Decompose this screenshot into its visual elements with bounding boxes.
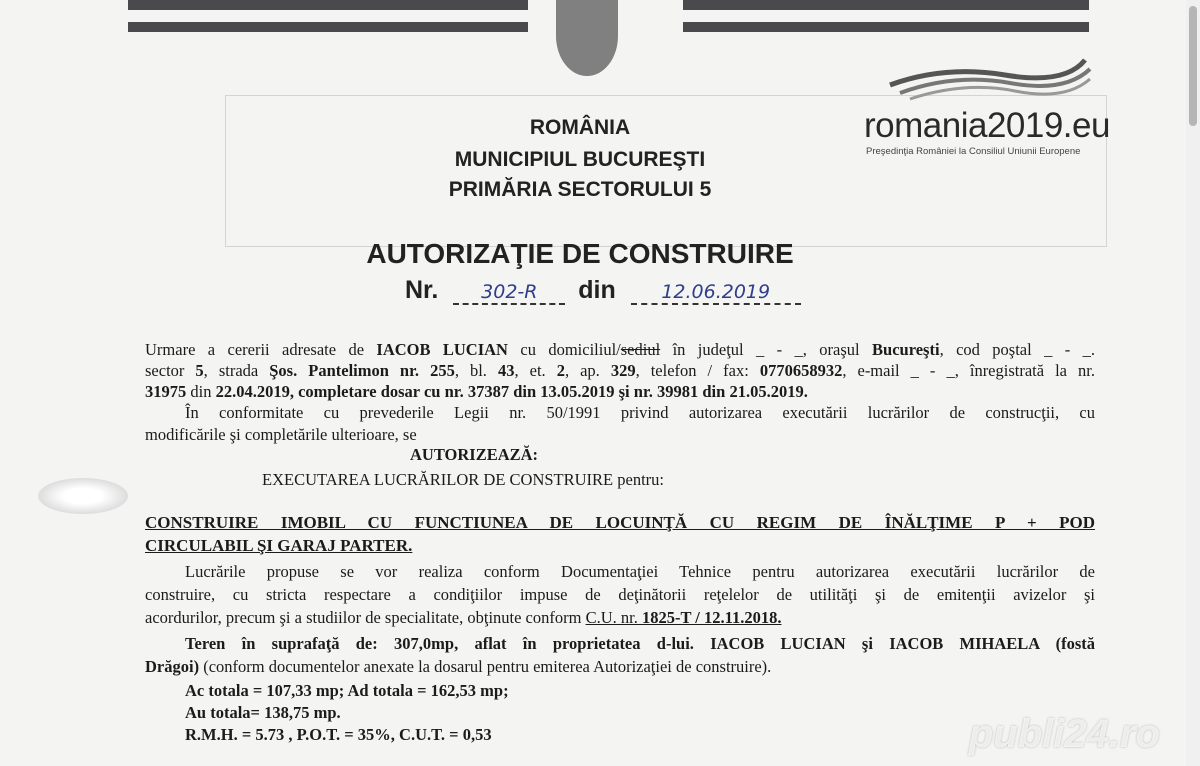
body-line: [145, 425, 417, 444]
text-segment: sediul: [620, 340, 661, 359]
text-segment: În conformitate cu prevederile Legii nr. 50/1991 privind autorizarea executării lucrărilor de construcţii, cu: [185, 403, 1095, 422]
date-label: din: [578, 276, 616, 304]
text-segment: Bucureşti: [872, 340, 940, 359]
body-line: [145, 382, 808, 401]
text-segment: 0770658932: [759, 361, 843, 380]
body-line: [145, 608, 781, 627]
text-segment: , strada: [203, 361, 270, 380]
text-segment: 22.04.2019, completare dosar cu nr. 37387 din 13.05.2019 şi nr. 39981 din 21.05.2019.: [215, 382, 808, 401]
body-line: [185, 703, 341, 722]
text-segment: 1825-T / 12.11.2018.: [641, 608, 782, 627]
document-title: AUTORIZAŢIE DE CONSTRUIRE: [366, 238, 794, 269]
text-segment: , cod poştal _ - _.: [939, 340, 1095, 359]
country-heading: ROMÂNIA: [529, 116, 631, 139]
body-line: [145, 536, 412, 555]
text-segment: acordurilor, precum şi a studiilor de specialitate, obţinute conform: [145, 608, 586, 627]
text-segment: , telefon / fax:: [635, 361, 760, 380]
logo-text: romania2019.eu: [864, 106, 1110, 145]
text-segment: construire, cu stricta respectare a condiţiilor impuse de deţinătorii reţelelor de utilităţi şi de emitenţii avizelor şi: [145, 585, 1095, 604]
text-segment: Au totala= 138,75 mp.: [185, 703, 341, 722]
body-line: [185, 562, 1095, 581]
text-segment: 329: [610, 361, 636, 380]
scrollbar[interactable]: [1186, 0, 1200, 766]
text-segment: sector: [145, 361, 196, 380]
text-segment: Lucrările propuse se vor realiza conform Documentaţiei Tehnice pentru autorizarea executării lucrărilor de: [185, 562, 1095, 581]
body-line: [145, 361, 1095, 380]
text-segment: Drăgoi): [145, 657, 200, 676]
body-line: [185, 634, 1095, 653]
text-segment: , et.: [514, 361, 557, 380]
body-line: [410, 445, 538, 464]
body-line: [145, 585, 1095, 604]
document-number-line: [405, 276, 801, 305]
romania2019-logo-icon: [885, 55, 1095, 103]
watermark: publi24.ro: [968, 712, 1160, 756]
text-segment: AUTORIZEAZĂ:: [410, 445, 539, 464]
text-segment: 43: [497, 361, 515, 380]
text-segment: C.U. nr.: [585, 608, 642, 627]
text-segment: Şos. Pantelimon nr. 255: [269, 361, 455, 380]
text-segment: CONSTRUIRE IMOBIL CU FUNCTIUNEA DE LOCUINŢĂ CU REGIM DE ÎNĂLŢIME P + POD: [145, 513, 1095, 532]
body-line: [185, 403, 1095, 422]
text-segment: Urmare a cererii adresate de: [145, 340, 377, 359]
body-line: [185, 725, 492, 744]
text-segment: Ac totala = 107,33 mp; Ad totala = 162,53 mp;: [185, 681, 509, 700]
text-segment: , e-mail _ - _, înregistrată la nr.: [842, 361, 1095, 380]
body-line: [145, 513, 1095, 532]
text-segment: IACOB LUCIAN: [376, 340, 508, 359]
body-line: [145, 657, 771, 676]
text-segment: , ap.: [564, 361, 611, 380]
text-segment: CIRCULABIL ŞI GARAJ PARTER.: [145, 536, 413, 555]
text-segment: modificările şi completările ulterioare, se: [145, 425, 417, 444]
nr-label: Nr.: [405, 276, 439, 304]
scrollbar-thumb[interactable]: [1189, 6, 1197, 126]
text-segment: EXECUTAREA LUCRĂRILOR DE CONSTRUIRE pentru:: [262, 470, 665, 489]
office-heading: PRIMĂRIA SECTORULUI 5: [448, 178, 712, 201]
body-line: [185, 681, 509, 700]
text-segment: în judeţul _ - _, oraşul: [660, 340, 873, 359]
header-band: [683, 0, 1089, 10]
municipality-heading: MUNICIPIUL BUCUREŞTI: [454, 148, 706, 171]
header-band: [683, 22, 1089, 32]
text-segment: 5: [195, 361, 204, 380]
paper-stain: [38, 478, 128, 514]
text-segment: din: [186, 382, 216, 401]
text-segment: 31975: [145, 382, 187, 401]
text-segment: Teren în suprafaţă de: 307,0mp, aflat în proprietatea d-lui. IACOB LUCIAN şi IACOB MIHAELA (fostă: [185, 634, 1095, 653]
logo-subtitle: Preşedinţia României la Consiliul Uniunii Europene: [866, 146, 1081, 157]
text-segment: (conform documentelor anexate la dosarul pentru emiterea Autorizaţiei de construire).: [199, 657, 772, 676]
header-band: [128, 22, 528, 32]
text-segment: cu domiciliul/: [507, 340, 621, 359]
date-value: 12.06.2019: [631, 281, 801, 305]
nr-value: 302-R: [453, 281, 565, 305]
text-segment: , bl.: [454, 361, 498, 380]
text-segment: 2: [556, 361, 565, 380]
header-band: [128, 0, 528, 10]
body-line: [145, 340, 1095, 359]
coat-of-arms-icon: [556, 0, 618, 76]
text-segment: R.M.H. = 5.73 , P.O.T. = 35%, C.U.T. = 0,53: [185, 725, 492, 744]
body-line: [262, 470, 664, 489]
